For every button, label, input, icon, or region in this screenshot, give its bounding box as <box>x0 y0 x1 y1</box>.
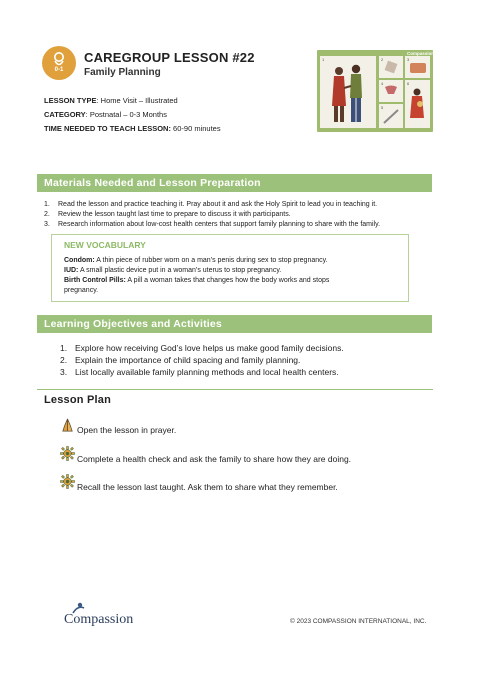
meta-label: LESSON TYPE <box>44 96 97 105</box>
plan-step-text: Complete a health check and ask the family to share how they are doing. <box>77 454 352 464</box>
list-number: 2. <box>60 355 68 365</box>
uterus-icon <box>379 80 403 102</box>
list-number: 2. <box>44 211 50 218</box>
vocabulary-continuation: pregnancy. <box>64 287 99 294</box>
panel-number: 6 <box>407 81 410 86</box>
list-number: 1. <box>60 343 68 353</box>
illustration-panel-injection <box>379 104 403 128</box>
vocabulary-heading: NEW VOCABULARY <box>64 240 146 250</box>
illustration-panel-uterus <box>379 80 403 102</box>
footer-copyright: © 2023 COMPASSION INTERNATIONAL, INC. <box>290 618 427 625</box>
term-definition: A small plastic device put in a woman’s uterus to stop pregnancy. <box>78 267 282 274</box>
illustration-panel-couple <box>320 56 376 128</box>
materials-item <box>44 211 291 218</box>
vocabulary-term <box>64 277 329 284</box>
sun-gear-icon <box>60 474 75 489</box>
materials-item <box>44 221 380 228</box>
panel-number: 1 <box>322 57 325 62</box>
section-divider <box>37 389 433 390</box>
meta-label: CATEGORY <box>44 110 86 119</box>
meta-value: 60-90 minutes <box>170 124 221 133</box>
list-number: 1. <box>44 201 50 208</box>
objective-item <box>60 367 339 377</box>
lesson-subtitle: Family Planning <box>84 67 161 78</box>
panel-number: 2 <box>381 57 384 62</box>
list-text: List locally available family planning methods and local health centers. <box>75 367 339 377</box>
term-definition: A pill a woman takes that changes how the body works and stops <box>125 277 330 284</box>
panel-number: 5 <box>381 105 384 110</box>
panel-number: 4 <box>381 81 384 86</box>
meta-category <box>44 110 167 119</box>
meta-value: : Home Visit – Illustrated <box>96 96 178 105</box>
syringe-icon <box>379 104 403 128</box>
couple-illustration-icon <box>320 56 376 128</box>
plan-step <box>60 446 75 466</box>
panel-number: 3 <box>407 57 410 62</box>
term-label: Condom: <box>64 257 95 264</box>
section-materials <box>37 174 432 192</box>
plan-step-text: Recall the lesson last taught. Ask them to share what they remember. <box>77 482 338 492</box>
list-text: Explore how receiving God’s love helps us make good family decisions. <box>75 343 344 353</box>
illustration-panel-mother <box>405 80 430 128</box>
vocabulary-box <box>51 234 409 302</box>
lesson-badge <box>42 46 76 80</box>
objective-item <box>60 355 300 365</box>
plan-step <box>60 418 75 438</box>
meta-lesson-type <box>44 96 178 105</box>
plan-step-text: Open the lesson in prayer. <box>77 425 177 435</box>
badge-age: 0-1 <box>54 67 64 73</box>
list-text: Read the lesson and practice teaching it. Pray about it and ask the Holy Spirit to lead you in teaching it. <box>58 201 378 208</box>
mother-child-icon <box>405 80 430 128</box>
section-heading: Learning Objectives and Activities <box>44 318 222 330</box>
sun-gear-icon <box>60 446 75 461</box>
illustration-brand: Compassion <box>407 51 435 56</box>
materials-item <box>44 201 377 208</box>
term-definition: A thin piece of rubber worn on a man’s penis during sex to stop pregnancy. <box>94 257 328 264</box>
lesson-title: CAREGROUP LESSON #22 <box>84 50 255 65</box>
condom-icon <box>379 56 403 78</box>
lesson-illustration <box>317 50 433 132</box>
praying-hands-icon <box>60 418 75 433</box>
illustration-panel-pills <box>405 56 430 78</box>
vocabulary-term <box>64 257 328 264</box>
section-objectives <box>37 315 432 333</box>
term-label: IUD: <box>64 267 79 274</box>
footer-logo: Compassion <box>64 612 134 627</box>
lesson-plan-heading: Lesson Plan <box>44 394 111 406</box>
list-number: 3. <box>60 367 68 377</box>
objective-item <box>60 343 344 353</box>
meta-value: : Postnatal – 0-3 Months <box>85 110 167 119</box>
meta-time <box>44 124 221 133</box>
list-text: Explain the importance of child spacing and family planning. <box>75 355 301 365</box>
illustration-panel-condom <box>379 56 403 78</box>
term-label: Birth Control Pills: <box>64 277 126 284</box>
list-text: Research information about low-cost health centers that support family planning to share with the family. <box>58 221 381 228</box>
list-text: Review the lesson taught last time to prepare to discuss it with participants. <box>58 211 291 218</box>
list-number: 3. <box>44 221 50 228</box>
pill-pack-icon <box>405 56 430 78</box>
vocabulary-term <box>64 267 281 274</box>
plan-step <box>60 474 75 494</box>
baby-icon <box>42 46 76 80</box>
section-heading: Materials Needed and Lesson Preparation <box>44 177 261 189</box>
meta-label: TIME NEEDED TO TEACH LESSON: <box>44 124 171 133</box>
